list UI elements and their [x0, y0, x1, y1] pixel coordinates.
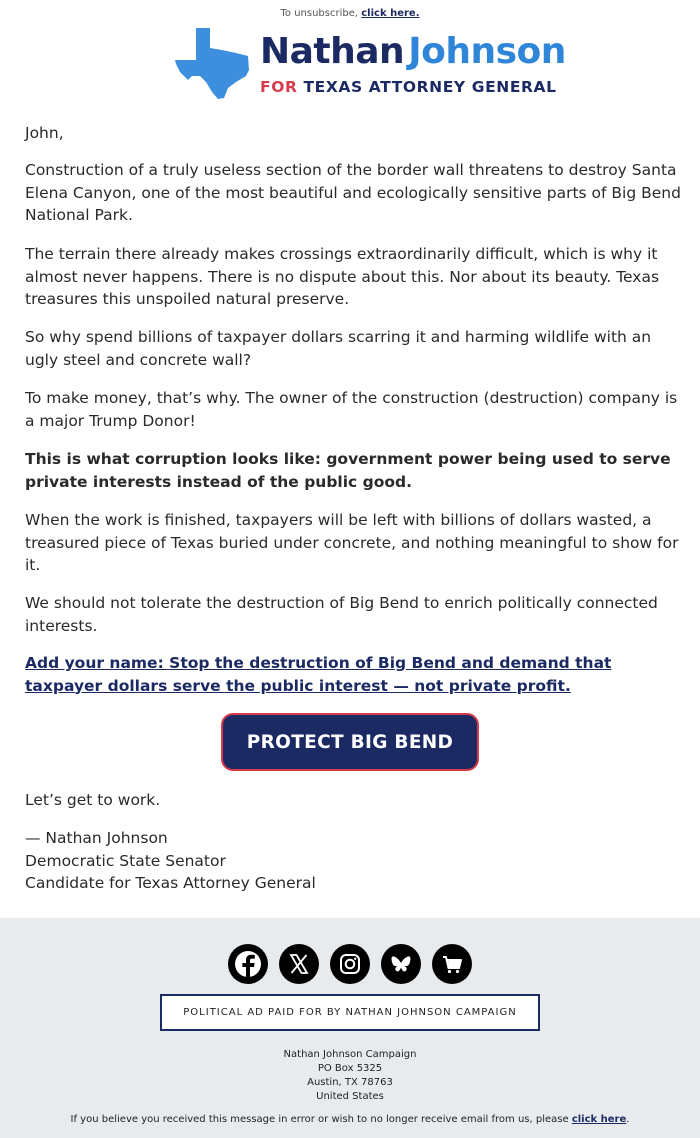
signature-name: — Nathan Johnson [25, 829, 168, 847]
campaign-logo [174, 26, 566, 104]
signature-title-1: Democratic State Senator [25, 851, 226, 870]
paragraph-6: When the work is finished, taxpayers will be left with billions of dollars wasted, a treasured piece of Texas buried under concrete, and nothing meaningful to show for it. [25, 511, 679, 574]
paragraph-1: Construction of a truly useless section of the border wall threatens to destroy Santa Elena Canyon, one of the most beautiful and ecologically sensitive parts of Big Bend National Park. [25, 161, 681, 224]
unsubscribe-bar [0, 8, 700, 19]
mailing-address [0, 1048, 700, 1104]
cart-icon[interactable] [432, 944, 472, 984]
candidate-name [260, 30, 566, 74]
candidate-office-tagline [260, 78, 557, 96]
facebook-icon[interactable] [228, 944, 268, 984]
instagram-icon[interactable] [330, 944, 370, 984]
optout-suffix: . [626, 1114, 630, 1125]
paid-for-disclaimer: POLITICAL AD PAID FOR BY NATHAN JOHNSON CAMPAIGN [160, 994, 540, 1031]
greeting: John, [25, 124, 64, 142]
bluesky-icon[interactable] [381, 944, 421, 984]
social-links [0, 944, 700, 984]
paragraph-4: To make money, that’s why. The owner of the construction (destruction) company is a major Trump Donor! [25, 389, 678, 430]
address-line-1: Nathan Johnson Campaign [283, 1049, 417, 1060]
optout-link[interactable]: click here [571, 1114, 627, 1125]
x-icon[interactable] [279, 944, 319, 984]
closing-line: Let’s get to work. [25, 791, 161, 809]
paragraph-5-bold: This is what corruption looks like: government power being used to serve private interests instead of the public good. [25, 450, 671, 491]
unsubscribe-link[interactable]: click here. [361, 8, 420, 19]
address-line-2: PO Box 5325 [317, 1063, 383, 1074]
texas-state-icon [174, 26, 252, 100]
address-line-4: United States [316, 1091, 384, 1102]
cta-paragraph [25, 652, 685, 697]
email-footer [0, 918, 700, 1138]
optout-line [0, 1114, 700, 1125]
candidate-first-name: Nathan [260, 31, 405, 72]
signature-title-2: Candidate for Texas Attorney General [25, 874, 316, 892]
paragraph-2: The terrain there already makes crossings extraordinarily difficult, which is why it almost never happens. There is no dispute about this. Nor about its beauty. Texas treasures this unspoiled natural preserve. [25, 245, 660, 308]
candidate-last-name: Johnson [408, 31, 566, 72]
paragraph-7: We should not tolerate the destruction of Big Bend to enrich politically connected interests. [25, 594, 658, 635]
paragraph-3: So why spend billions of taxpayer dollars scarring it and harming wildlife with an ugly steel and concrete wall? [25, 328, 652, 369]
signature [25, 827, 685, 895]
protect-big-bend-button[interactable]: PROTECT BIG BEND [221, 713, 479, 771]
tagline-office: TEXAS ATTORNEY GENERAL [303, 78, 557, 96]
add-your-name-link[interactable]: Add your name: Stop the destruction of Big Bend and demand that taxpayer dollars serve the public interest — not private profit. [25, 654, 612, 695]
tagline-for: FOR [260, 78, 298, 96]
address-line-3: Austin, TX 78763 [307, 1077, 393, 1088]
optout-text: If you believe you received this message in error or wish to no longer receive email from us, please [70, 1114, 569, 1125]
unsubscribe-text: To unsubscribe, [280, 8, 359, 19]
